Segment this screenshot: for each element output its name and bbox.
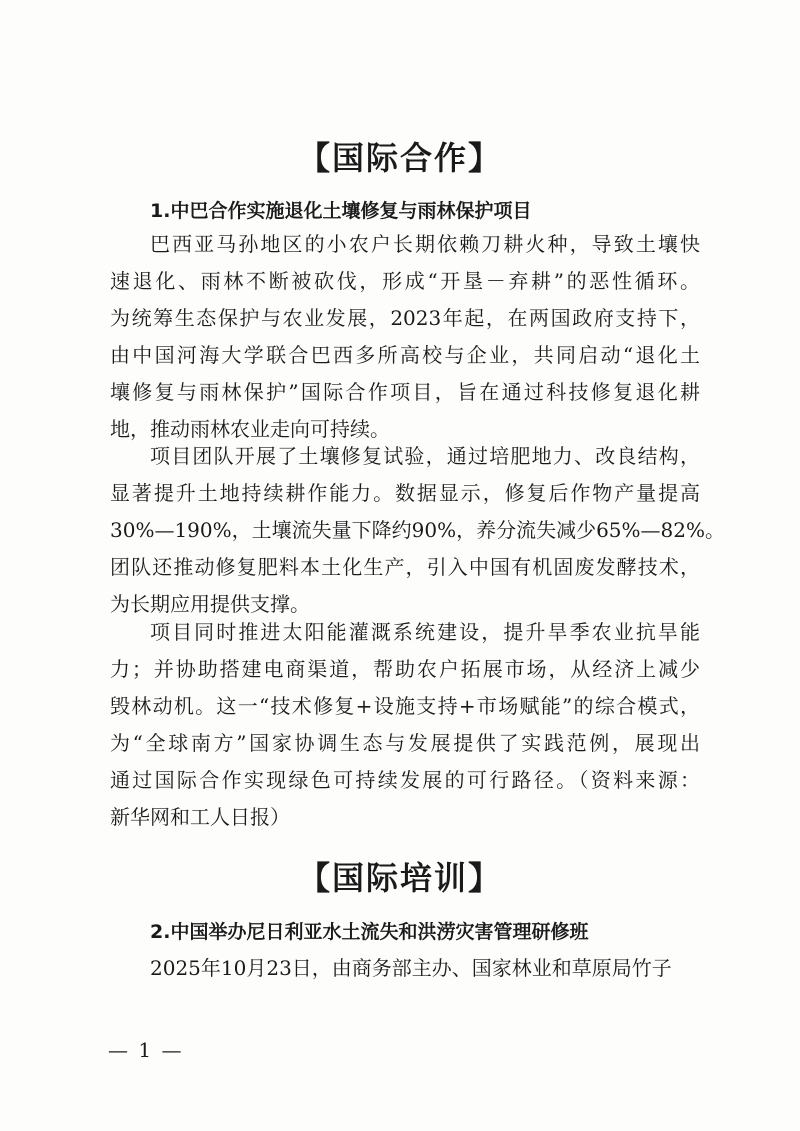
text-line: 通过国际合作实现绿色可持续发展的可行路径。（资料来源： [110,768,700,792]
text-line: 毁林动机。这一“技术修复+设施支持+市场赋能”的综合模式， [110,694,700,718]
text-line: 团队还推动修复肥料本土化生产，引入中国有机固废发酵技术， [110,555,700,579]
paragraph-training-1 [110,950,700,987]
paragraph-cooperation-1 [110,226,700,448]
text-line: 巴西亚马孙地区的小农户长期依赖刀耕火种，导致土壤快 [150,232,700,256]
text-line: 由中国河海大学联合巴西多所高校与企业，共同启动“退化土 [110,343,700,367]
text-line: 30%—190%，土壤流失量下降约90%，养分流失减少65%—82%。 [110,518,725,542]
page-number: — 1 — [108,1038,184,1062]
text-line: 新华网和工人日报） [110,805,290,829]
text-line: 壤修复与雨林保护”国际合作项目，旨在通过科技修复退化耕 [110,380,700,404]
item-title-training: 2.中国举办尼日利亚水土流失和洪涝灾害管理研修班 [150,921,589,943]
text-line: 力；并协助搭建电商渠道，帮助农户拓展市场，从经济上减少 [110,657,700,681]
text-line: 速退化、雨林不断被砍伐，形成“开垦－弃耕”的恶性循环。 [110,269,700,293]
section-heading-training: 【国际培训】 [297,859,502,897]
text-line: 项目同时推进太阳能灌溉系统建设，提升旱季农业抗旱能 [150,620,700,644]
item-title-cooperation: 1.中巴合作实施退化土壤修复与雨林保护项目 [150,200,532,222]
paragraph-cooperation-2 [110,438,725,623]
section-heading-cooperation: 【国际合作】 [297,139,502,177]
text-line: 为“全球南方”国家协调生态与发展提供了实践范例，展现出 [110,731,700,755]
text-line: 2025年10月23日，由商务部主办、国家林业和草原局竹子 [150,956,672,980]
text-line: 显著提升土地持续耕作能力。数据显示，修复后作物产量提高 [110,481,700,505]
text-line: 地，推动雨林农业走向可持续。 [110,417,390,441]
paragraph-cooperation-3 [110,614,700,836]
text-line: 为长期应用提供支撑。 [110,592,310,616]
text-line: 项目团队开展了土壤修复试验，通过培肥地力、改良结构， [150,444,700,468]
text-line: 为统筹生态保护与农业发展，2023年起，在两国政府支持下， [110,306,700,330]
